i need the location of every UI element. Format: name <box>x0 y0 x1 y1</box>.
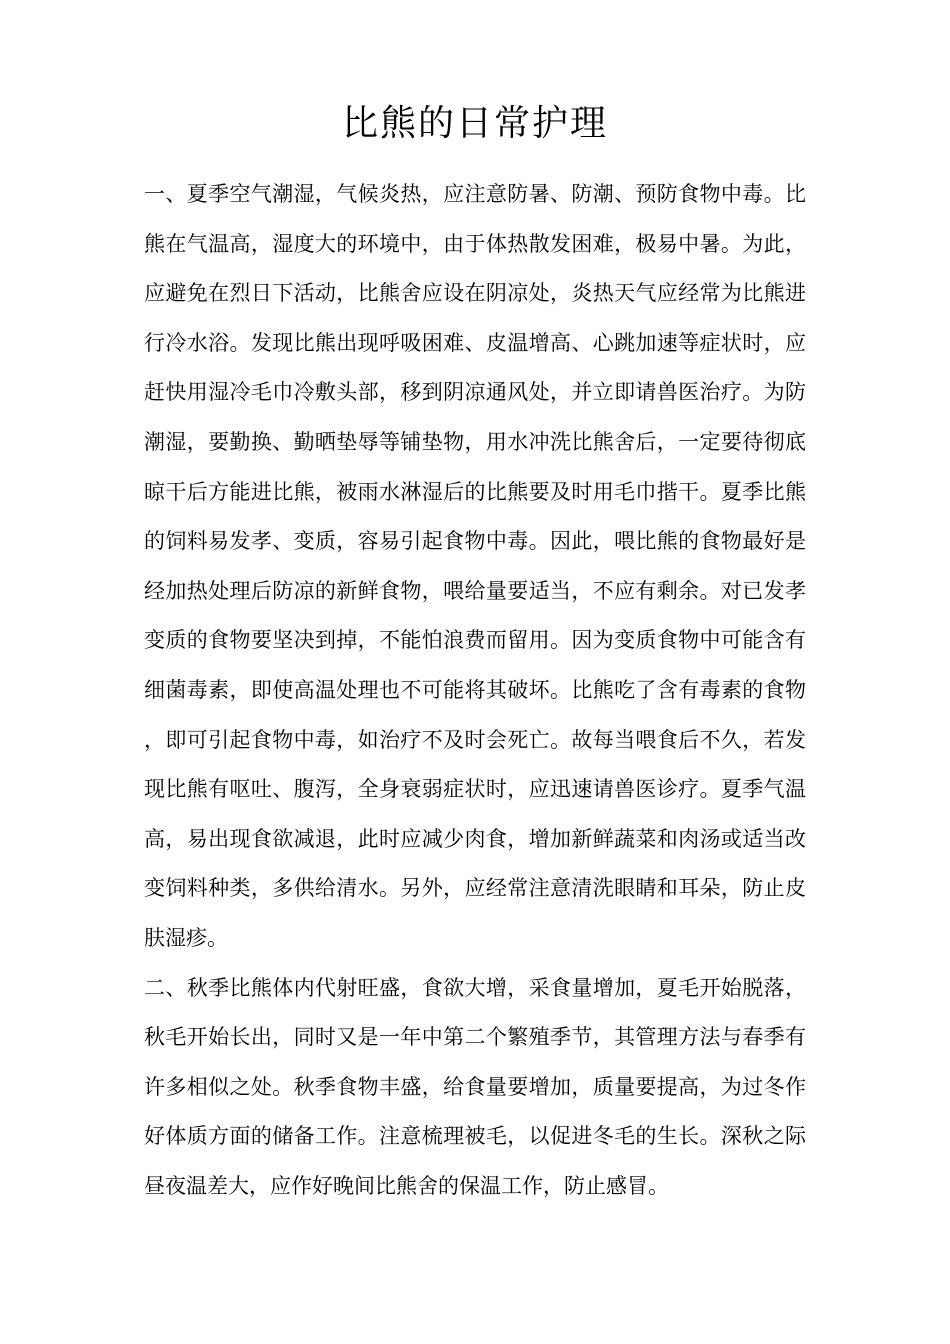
document-page <box>144 96 806 1211</box>
paragraph-autumn-care: 二、秋季比熊体内代射旺盛，食欲大增，采食量增加，夏毛开始脱落，秋毛开始长出，同时又是一年中第二个繁殖季节，其管理方法与春季有许多相似之处。秋季食物丰盛，给食量要增加，质量要提高，为过冬作好体质方面的储备工作。注意梳理被毛，以促进冬毛的生长。深秋之际昼夜温差大，应作好晚间比熊舍的保温工作，防止感冒。 <box>144 975 806 1198</box>
paragraph-summer-care: 一、夏季空气潮湿，气候炎热，应注意防暑、防潮、预防食物中毒。比熊在气温高，湿度大的环境中，由于体热散发困难，极易中暑。为此，应避免在烈日下活动，比熊舍应设在阴凉处，炎热天气应经常为比熊进行冷水浴。发现比熊出现呼吸困难、皮温增高、心跳加速等症状时，应赶快用湿冷毛巾冷敷头部，移到阴凉通风处，并立即请兽医治疗。为防潮湿，要勤换、勤晒垫辱等铺垫物，用水冲洗比熊舍后，一定要待彻底晾干后方能进比熊，被雨水淋湿后的比熊要及时用毛巾揩干。夏季比熊的饲料易发孝、变质，容易引起食物中毒。因此，喂比熊的食物最好是经加热处理后防凉的新鲜食物，喂给量要适当，不应有剩余。对已发孝变质的食物要坚决到掉，不能怕浪费而留用。因为变质食物中可能含有细菌毒素，即使高温处理也不可能将其破坏。比熊吃了含有毒素的食物，即可引起食物中毒，如治疗不及时会死亡。故每当喂食后不久，若发现比熊有呕吐、腹泻，全身衰弱症状时，应迅速请兽医诊疗。夏季气温高，易出现食欲减退，此时应减少肉食，增加新鲜蔬菜和肉汤或适当改变饲料种类，多供给清水。另外，应经常注意清洗眼睛和耳朵，防止皮肤湿疹。 <box>144 182 806 950</box>
document-title: 比熊的日常护理 <box>341 103 608 144</box>
